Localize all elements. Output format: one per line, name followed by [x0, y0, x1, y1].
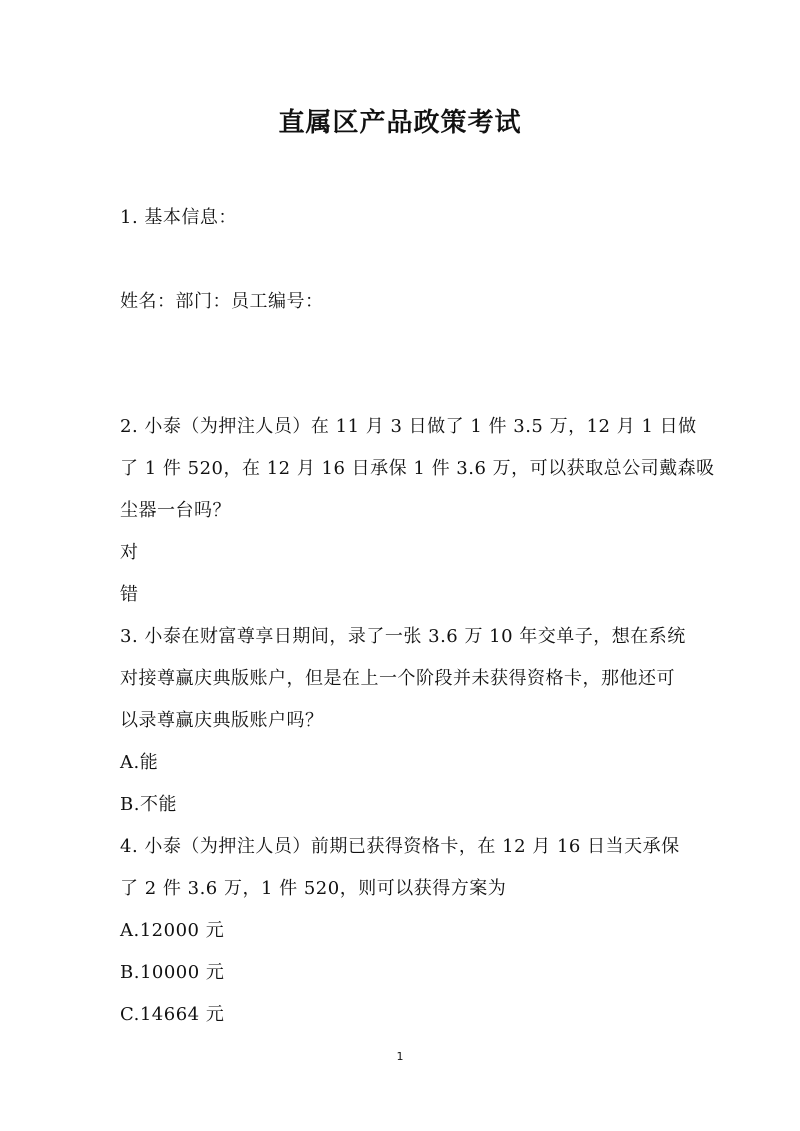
- page-title: 直属区产品政策考试: [278, 108, 522, 138]
- basic-info-fields: 姓名：部门：员工编号：: [120, 291, 324, 312]
- question-3-line-3: 以录尊赢庆典版账户吗？: [120, 710, 324, 731]
- question-4-option-c: C.14664 元: [120, 1004, 225, 1025]
- page-number: 1: [396, 1050, 404, 1063]
- question-2-option-true: 对: [120, 542, 139, 563]
- question-2-line-1: 2. 小泰（为押注人员）在 11 月 3 日做了 1 件 3.5 万，12 月 1 日做: [120, 416, 697, 437]
- question-4-option-a: A.12000 元: [120, 920, 225, 941]
- question-2-line-3: 尘器一台吗？: [120, 500, 231, 521]
- question-3-line-1: 3. 小泰在财富尊享日期间，录了一张 3.6 万 10 年交单子，想在系统: [120, 626, 686, 647]
- question-2-line-2: 了 1 件 520，在 12 月 16 日承保 1 件 3.6 万，可以获取总公司戴森吸: [120, 458, 715, 479]
- question-3-option-a: A.能: [120, 752, 159, 773]
- section-heading-basic-info: 1. 基本信息：: [120, 207, 237, 228]
- question-2-option-false: 错: [120, 584, 139, 605]
- question-4-line-2: 了 2 件 3.6 万，1 件 520，则可以获得方案为: [120, 878, 507, 899]
- question-4-line-1: 4. 小泰（为押注人员）前期已获得资格卡，在 12 月 16 日当天承保: [120, 836, 680, 857]
- question-4-option-b: B.10000 元: [120, 962, 225, 983]
- question-3-option-b: B.不能: [120, 794, 177, 815]
- question-3-line-2: 对接尊赢庆典版账户，但是在上一个阶段并未获得资格卡，那他还可: [120, 668, 675, 689]
